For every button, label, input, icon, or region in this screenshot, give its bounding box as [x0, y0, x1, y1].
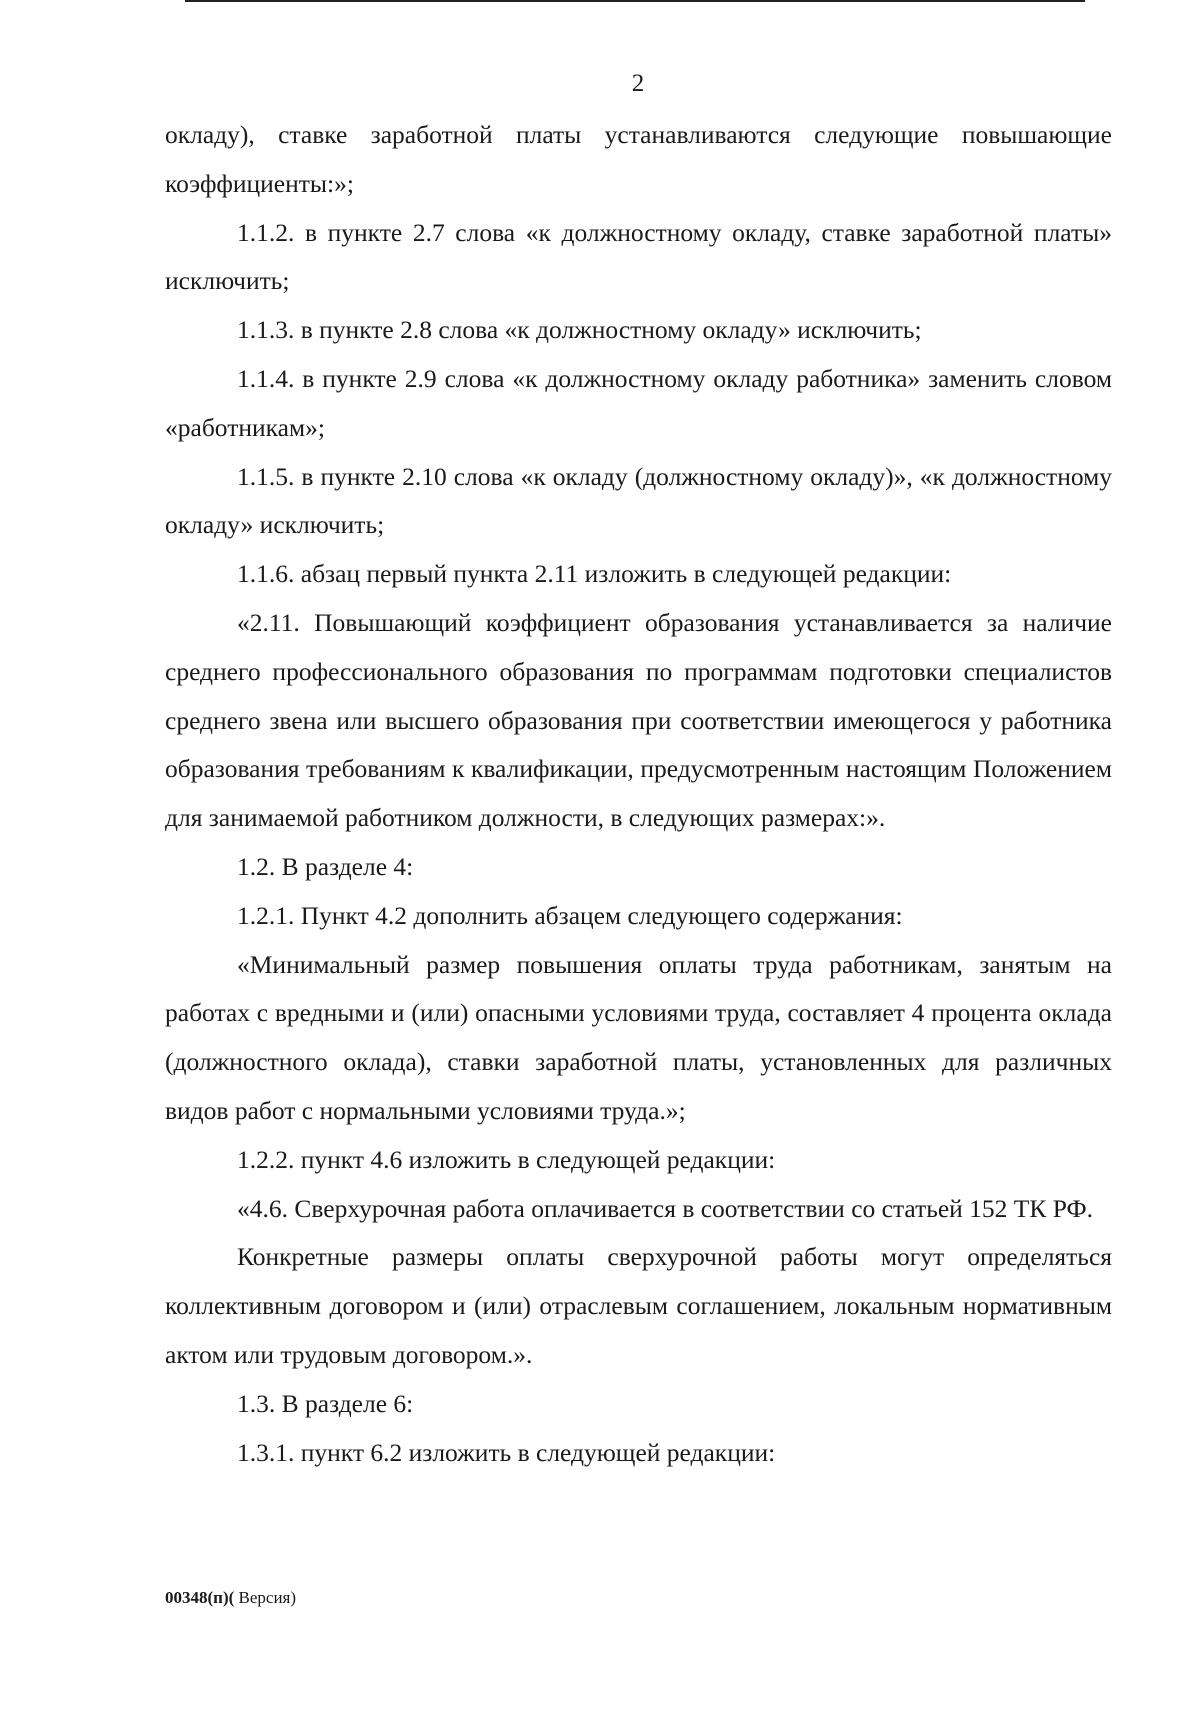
paragraph: 1.2. В разделе 4: [237, 851, 414, 881]
paragraph: 1.3. В разделе 6: [237, 1388, 414, 1418]
paragraph: «2.11. Повышающий коэффициент образования устанавливается за наличие среднего профессионального образования по программам подготовки специалистов среднего звена или высшего образования при соответствии имеющегося у работника образования требованиям к квалификации, предусмотренным настоящим Положением для занимаемой работником должности, в следующих размерах:». [165, 607, 1112, 833]
paragraph: «4.6. Сверхурочная работа оплачивается в соответствии со статьей 152 ТК РФ. [237, 1193, 1094, 1223]
paragraph: 1.1.2. в пункте 2.7 слова «к должностному окладу, ставке заработной платы» исключить; [165, 217, 1112, 296]
document-code: 00348(п)( [165, 1588, 235, 1607]
document-footer [165, 1588, 296, 1608]
top-rule [185, 0, 1085, 2]
paragraph: «Минимальный размер повышения оплаты труда работникам, занятым на работах с вредными и (или) опасными условиями труда, составляет 4 процента оклада (должностного оклада), ставки заработной платы, установленных для различных видов работ с нормальными условиями труда.»; [165, 949, 1112, 1125]
page-number: 2 [631, 70, 645, 97]
document-body [165, 111, 1112, 1477]
paragraph: 1.1.3. в пункте 2.8 слова «к должностному окладу» исключить; [237, 315, 922, 345]
paragraph: 1.3.1. пункт 6.2 изложить в следующей редакции: [237, 1437, 776, 1467]
paragraph: Конкретные размеры оплаты сверхурочной работы могут определяться коллективным договором и (или) отраслевым соглашением, локальным нормативным актом или трудовым договором.». [165, 1242, 1112, 1369]
paragraph: 1.1.5. в пункте 2.10 слова «к окладу (должностному окладу)», «к должностному окладу» исключить; [165, 461, 1112, 540]
paragraph: 1.2.2. пункт 4.6 изложить в следующей редакции: [237, 1144, 776, 1174]
document-version: Версия) [234, 1588, 297, 1607]
paragraph: окладу), ставке заработной платы устанавливаются следующие повышающие коэффициенты:»; [165, 120, 1112, 198]
paragraph: 1.1.4. в пункте 2.9 слова «к должностному окладу работника» заменить словом «работникам»; [165, 363, 1112, 442]
paragraph: 1.2.1. Пункт 4.2 дополнить абзацем следующего содержания: [237, 900, 903, 930]
paragraph: 1.1.6. абзац первый пункта 2.11 изложить в следующей редакции: [237, 559, 952, 589]
